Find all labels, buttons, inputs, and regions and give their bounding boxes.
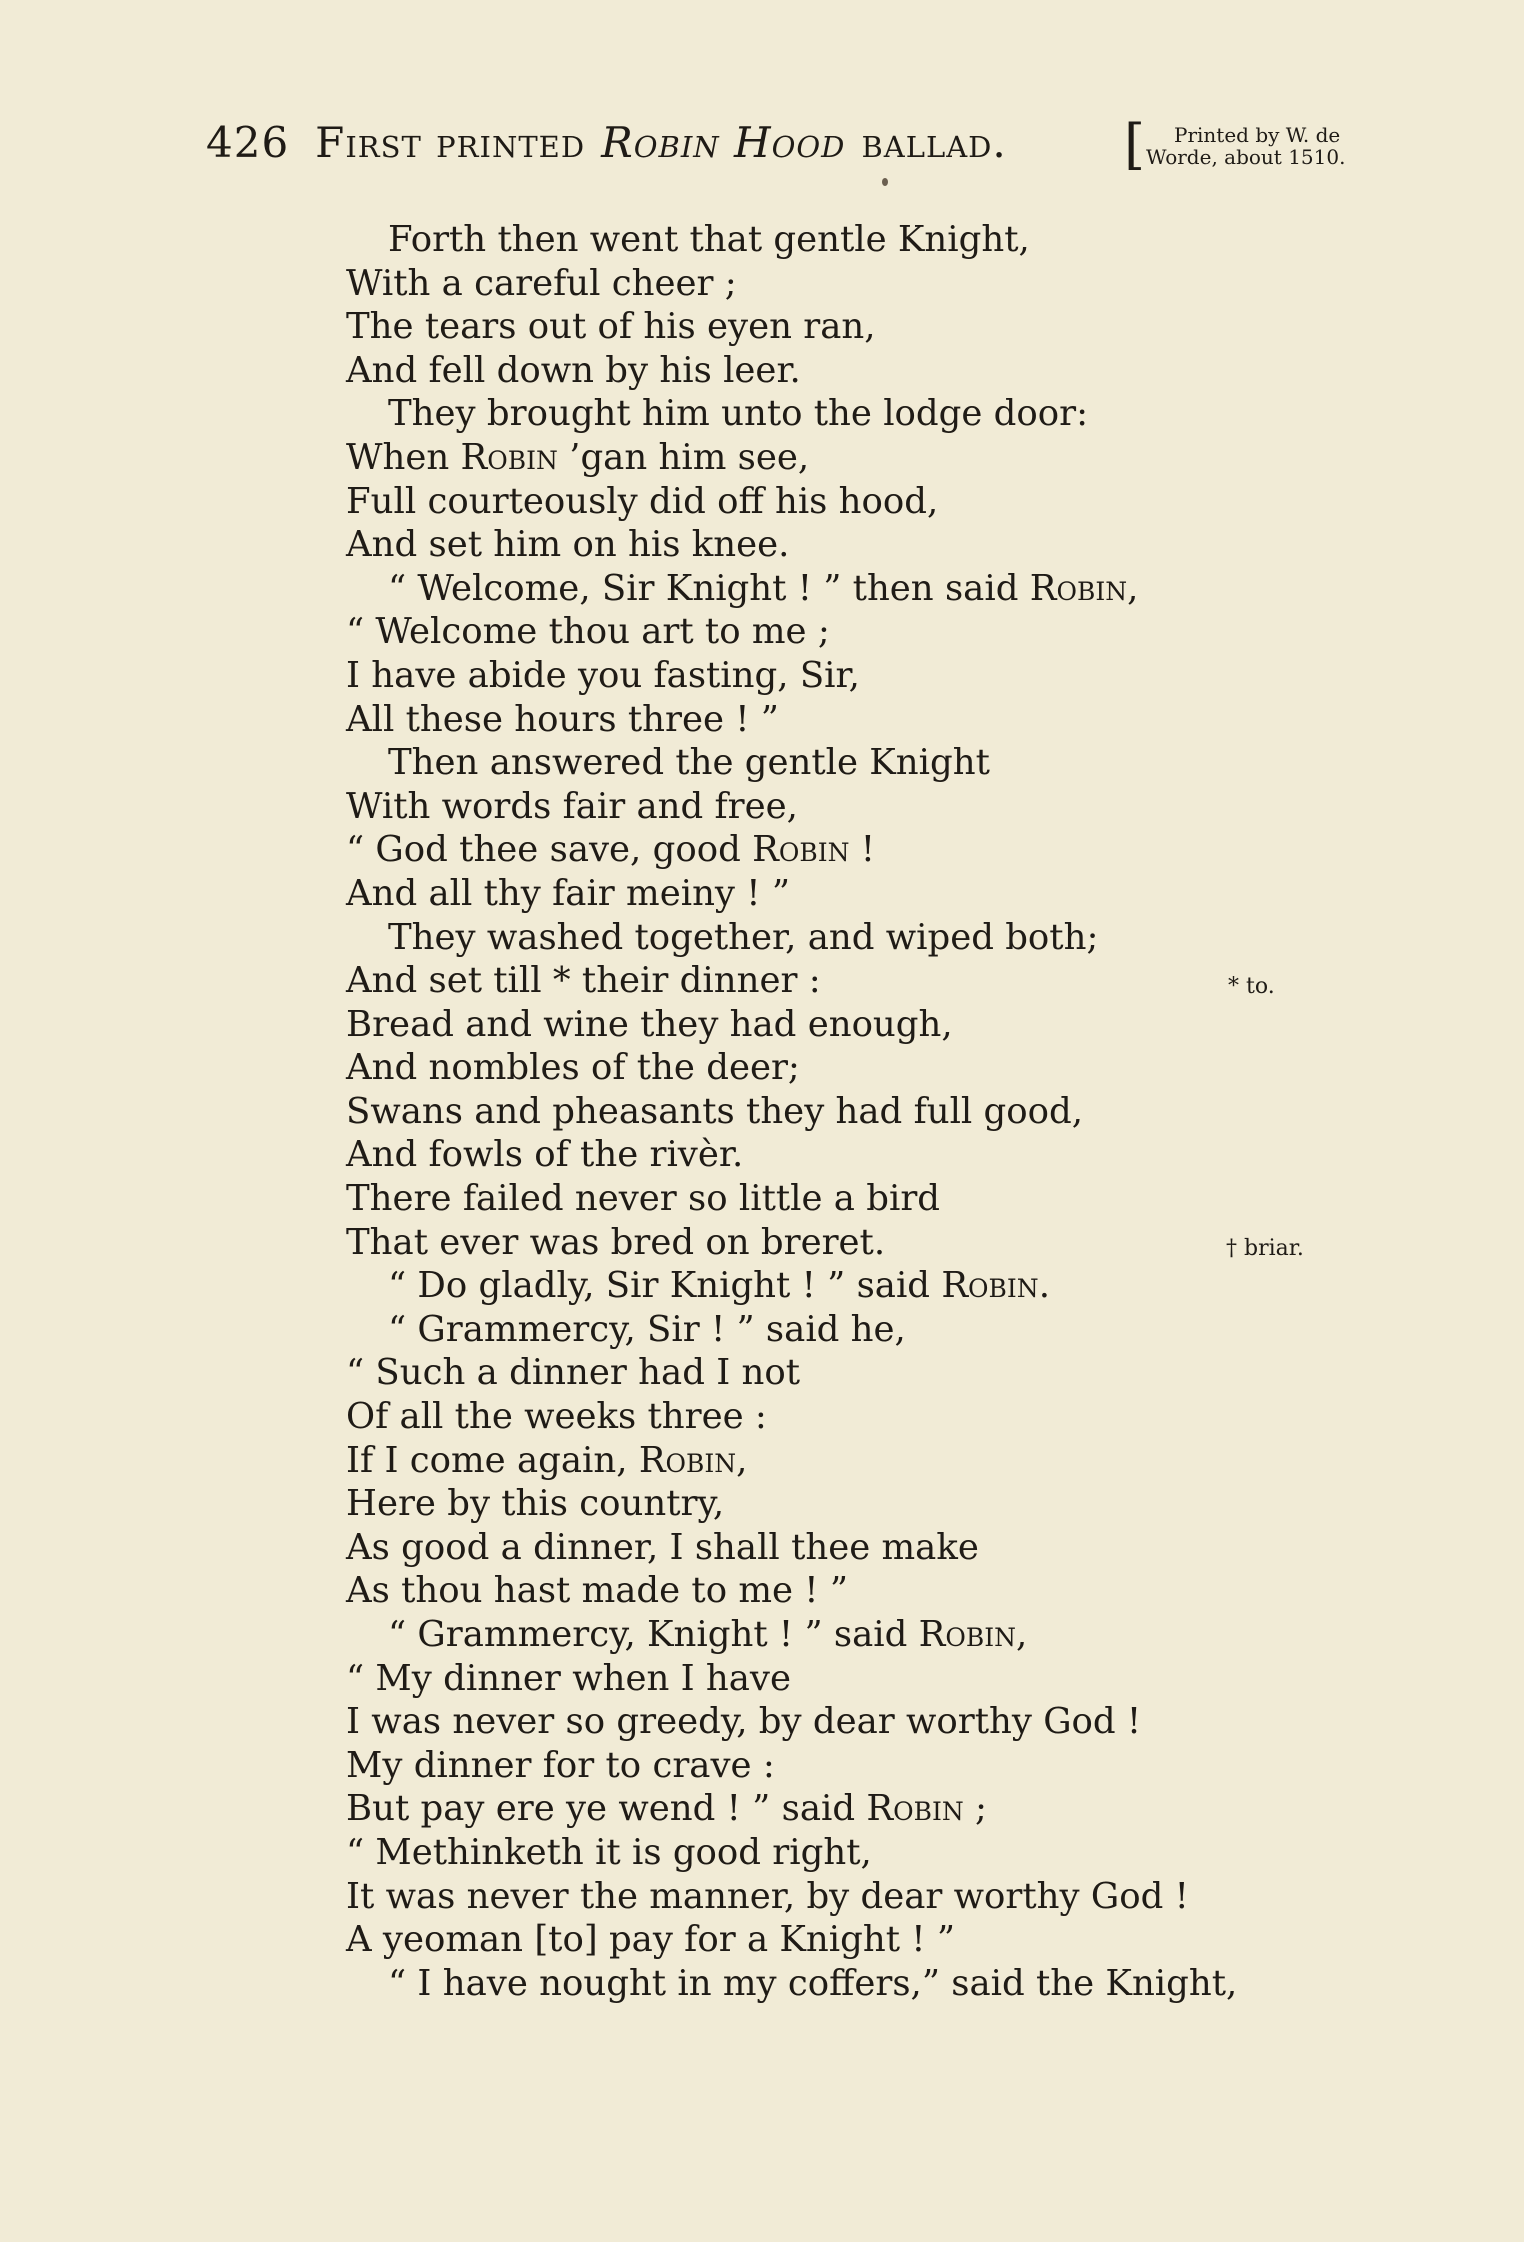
verse-line: Full courteously did off his hood, [346, 480, 939, 522]
verse-line: “ Such a dinner had I not [346, 1352, 801, 1394]
verse-line: They washed together, and wiped both; [388, 916, 1099, 958]
verse-line: Then answered the gentle Knight [388, 742, 990, 784]
verse-line: As thou hast made to me ! ” [346, 1570, 849, 1612]
imprint-line-1: Printed by W. de [1174, 123, 1341, 147]
verse-line: With a careful cheer ; [346, 262, 737, 304]
header-title-part1: First printed [315, 118, 586, 167]
verse-line: And fowls of the rivèr. [346, 1134, 744, 1176]
side-note-to: * to. [1228, 974, 1275, 999]
ornament-dot [882, 178, 888, 186]
verse-line: And nombles of the deer; [346, 1047, 800, 1089]
verse-line: Swans and pheasants they had full good, [346, 1090, 1084, 1132]
verse-line: And set till * their dinner : [346, 960, 821, 1002]
verse-line: Here by this country, [346, 1483, 725, 1525]
verse-line: Forth then went that gentle Knight, [388, 219, 1030, 260]
verse-line: That ever was bred on breret. [346, 1221, 886, 1263]
page-number: 426 [206, 118, 290, 167]
verse-line: Of all the weeks three : [346, 1396, 767, 1438]
verse-line: And set him on his knee. [346, 524, 790, 566]
verse-line: “ My dinner when I have [346, 1657, 791, 1699]
verse-line: I was never so greedy, by dear worthy God ! [346, 1701, 1142, 1743]
verse-line: A yeoman [to] pay for a Knight ! ” [346, 1919, 955, 1961]
imprint-line-2: Worde, about 1510. [1146, 145, 1346, 169]
verse-line: When Robin ’gan him see, [346, 436, 810, 478]
verse-line: My dinner for to crave : [346, 1744, 775, 1786]
verse-line: “ I have nought in my coffers,” said the Knight, [388, 1962, 1238, 2004]
verse-line: But pay ere ye wend ! ” said Robin ; [346, 1788, 987, 1830]
ballad-text [346, 218, 1237, 2005]
verse-line: All these hours three ! ” [346, 698, 779, 740]
verse-line: I have abide you fasting, Sir, [346, 654, 860, 696]
running-header [206, 118, 1007, 167]
imprint-bracket: [ [1124, 113, 1146, 176]
verse-line: “ Do gladly, Sir Knight ! ” said Robin. [388, 1265, 1050, 1307]
verse-line: “ Welcome, Sir Knight ! ” then said Robin, [388, 567, 1139, 609]
verse-line: “ Methinketh it is good right, [346, 1831, 872, 1873]
verse-line: They brought him unto the lodge door: [388, 393, 1089, 435]
verse-line: “ Grammercy, Knight ! ” said Robin, [388, 1614, 1028, 1655]
verse-line: And fell down by his leer. [346, 349, 801, 391]
verse-line: “ God thee save, good Robin ! [346, 829, 876, 871]
verse-line: “ Grammercy, Sir ! ” said he, [388, 1308, 906, 1350]
verse-line: If I come again, Robin, [346, 1439, 748, 1481]
imprint-note [1146, 124, 1345, 168]
verse-line: Bread and wine they had enough, [346, 1003, 953, 1045]
verse-line: With words fair and free, [346, 785, 798, 827]
header-title-robin-hood: Robin Hood [601, 118, 846, 167]
verse-line: It was never the manner, by dear worthy God ! [346, 1875, 1189, 1917]
header-title-part3: ballad. [861, 118, 1007, 167]
verse-line: “ Welcome thou art to me ; [346, 611, 830, 653]
verse-line: As good a dinner, I shall thee make [346, 1526, 979, 1568]
verse-line: There failed never so little a bird [346, 1178, 941, 1220]
verse-line: The tears out of his eyen ran, [346, 306, 876, 348]
side-note-briar: † briar. [1226, 1236, 1304, 1261]
verse-line: And all thy fair meiny ! ” [346, 872, 790, 914]
